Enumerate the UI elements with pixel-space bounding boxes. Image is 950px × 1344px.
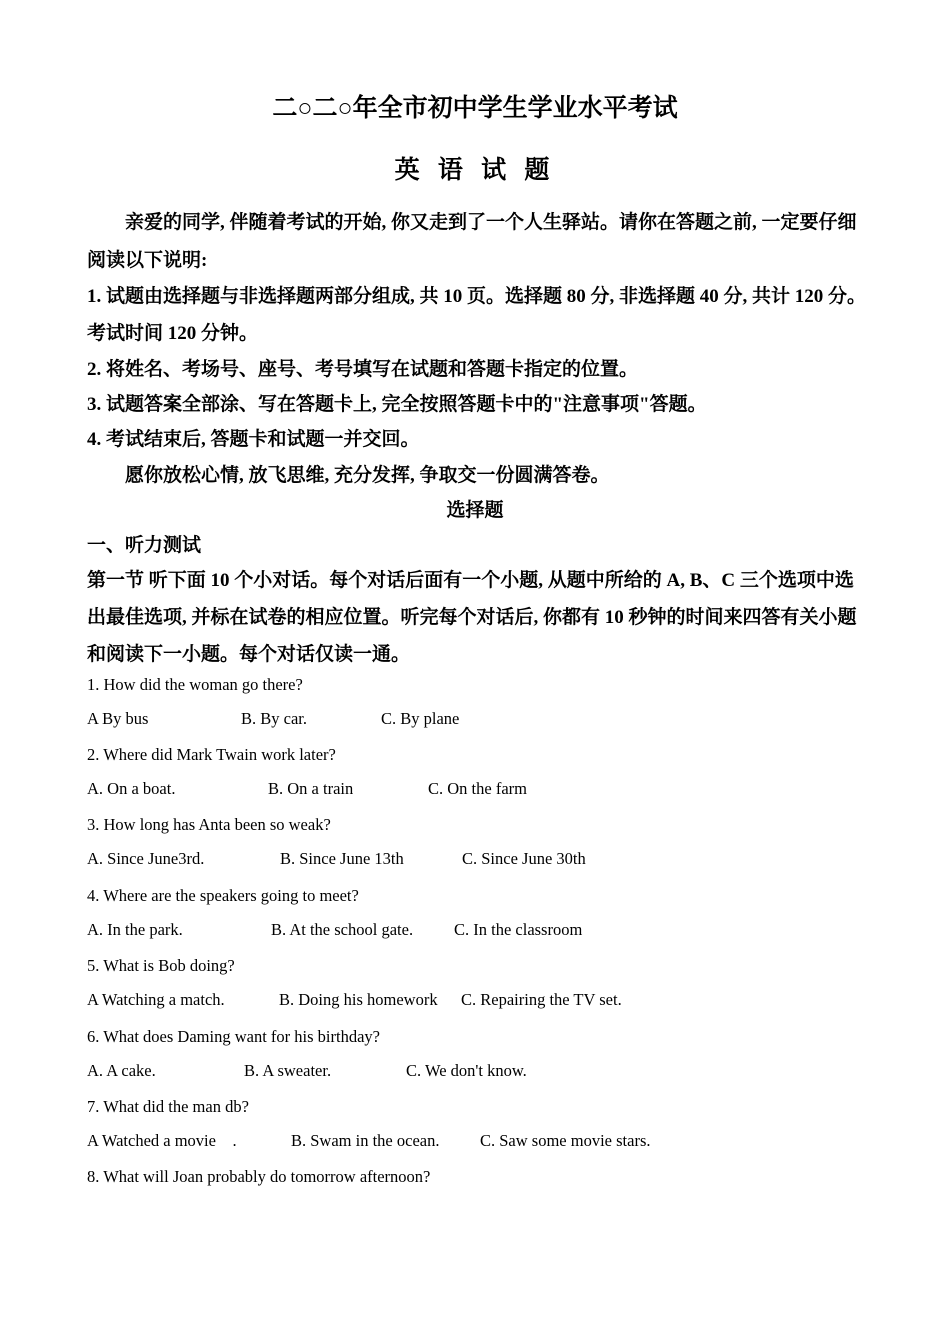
part-desc-line-3: 和阅读下一小题。每个对话仅读一通。	[87, 644, 411, 665]
question-6: 6. What does Daming want for his birthday?	[87, 1027, 380, 1046]
question-1: 1. How did the woman go there?	[87, 675, 303, 694]
q7-option-c: C. Saw some movie stars.	[480, 1131, 651, 1150]
q5-option-a: A Watching a match.	[87, 990, 225, 1009]
q2-option-b: B. On a train	[268, 779, 354, 798]
part-desc-line-2: 出最佳选项, 并标在试卷的相应位置。听完每个对话后, 你都有 10 秒钟的时间来四答有关小题	[87, 607, 857, 628]
q7-option-a: A Watched a movie .	[87, 1131, 237, 1150]
section-heading: 选择题	[446, 500, 504, 521]
q4-option-a: A. In the park.	[87, 920, 183, 939]
q7-option-b: B. Swam in the ocean.	[291, 1131, 440, 1150]
q2-option-c: C. On the farm	[428, 779, 527, 798]
wish-text: 愿你放松心情, 放飞思维, 充分发挥, 争取交一份圆满答卷。	[125, 465, 610, 486]
q1-option-a: A By bus	[87, 709, 149, 728]
q6-option-a: A. A cake.	[87, 1061, 156, 1080]
question-3: 3. How long has Anta been so weak?	[87, 815, 331, 834]
exam-subtitle: 英 语 试 题	[394, 157, 556, 184]
q3-option-a: A. Since June3rd.	[87, 849, 205, 868]
part-title: 一、听力测试	[87, 535, 202, 556]
instruction-item-2: 2. 将姓名、考场号、座号、考号填写在试题和答题卡指定的位置。	[87, 359, 639, 380]
q3-option-b: B. Since June 13th	[280, 849, 404, 868]
instruction-item-1-cont: 考试时间 120 分钟。	[87, 323, 259, 344]
q2-option-a: A. On a boat.	[87, 779, 176, 798]
question-5: 5. What is Bob doing?	[87, 956, 235, 975]
instruction-item-3: 3. 试题答案全部涂、写在答题卡上, 完全按照答题卡中的"注意事项"答题。	[87, 394, 707, 415]
q5-option-b: B. Doing his homework	[279, 990, 438, 1009]
question-4: 4. Where are the speakers going to meet?	[87, 886, 359, 905]
exam-title: 二○二○年全市初中学生学业水平考试	[272, 95, 678, 122]
instruction-item-1: 1. 试题由选择题与非选择题两部分组成, 共 10 页。选择题 80 分, 非选择题 40 分, 共计 120 分。	[87, 286, 867, 307]
question-7: 7. What did the man db?	[87, 1097, 249, 1116]
q5-option-c: C. Repairing the TV set.	[461, 990, 622, 1009]
intro-line-2: 阅读以下说明:	[87, 250, 208, 271]
question-2: 2. Where did Mark Twain work later?	[87, 745, 336, 764]
q6-option-c: C. We don't know.	[406, 1061, 527, 1080]
instruction-item-4: 4. 考试结束后, 答题卡和试题一并交回。	[87, 429, 420, 450]
part-desc-line-1: 第一节 听下面 10 个小对话。每个对话后面有一个小题, 从题中所给的 A, B、C 三个选项中选	[87, 570, 854, 591]
q1-option-b: B. By car.	[241, 709, 307, 728]
q6-option-b: B. A sweater.	[244, 1061, 332, 1080]
q4-option-c: C. In the classroom	[454, 920, 583, 939]
q4-option-b: B. At the school gate.	[271, 920, 414, 939]
q3-option-c: C. Since June 30th	[462, 849, 586, 868]
q1-option-c: C. By plane	[381, 709, 460, 728]
intro-line-1: 亲爱的同学, 伴随着考试的开始, 你又走到了一个人生驿站。请你在答题之前, 一定要仔细	[125, 212, 857, 233]
question-8: 8. What will Joan probably do tomorrow afternoon?	[87, 1167, 431, 1186]
